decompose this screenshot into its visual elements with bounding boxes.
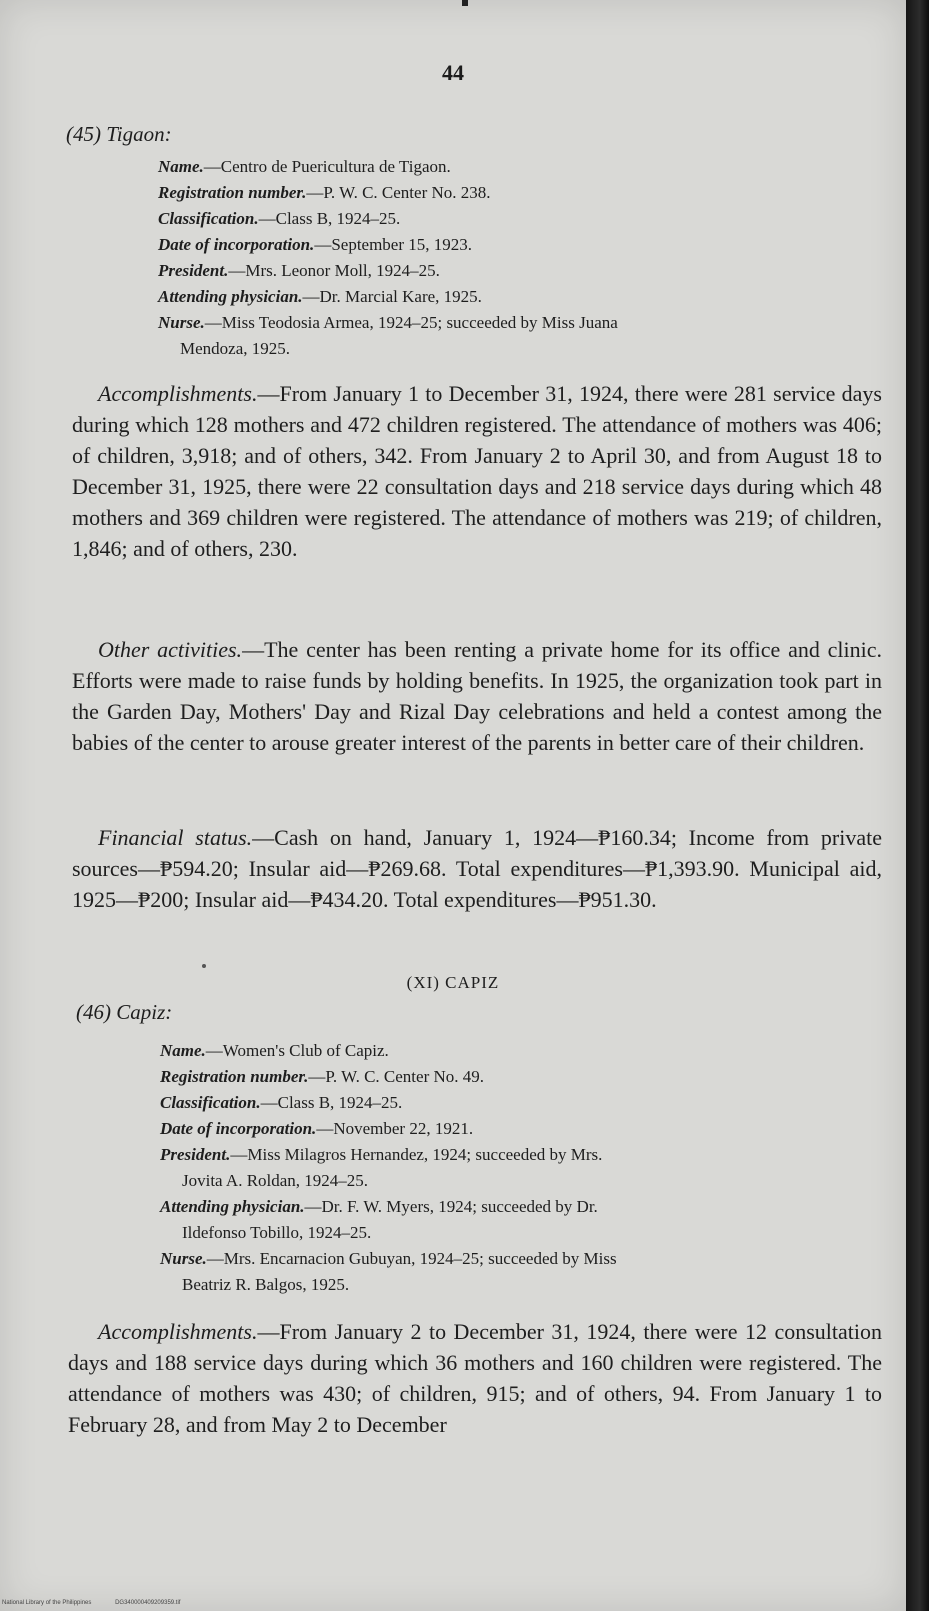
field-president: President.—Mrs. Leonor Moll, 1924–25. bbox=[158, 261, 440, 280]
page-number: 44 bbox=[442, 60, 464, 85]
scan-mark bbox=[462, 0, 468, 6]
field-registration: Registration number.—P. W. C. Center No. 49. bbox=[160, 1067, 485, 1086]
field-incorporation: Date of incorporation.—November 22, 1921. bbox=[160, 1119, 474, 1138]
entry-45-accomplishments: Accomplishments.—From January 1 to December 31, 1924, there were 281 service days during which 128 mothers and 472 children registered. The attendance of mothers was 406; of children, 3,918; and of others, 342. From January 2 to April 30, and from August 18 to December 31, 1925, there were 22 consultation days and 218 service days during which 48 mothers and 369 children were registered. The attendance of mothers was 219; of children, 1,846; and of others, 230. bbox=[72, 381, 882, 561]
field-classification: Classification.—Class B, 1924–25. bbox=[158, 209, 401, 228]
field-nurse: Nurse.—Mrs. Encarnacion Gubuyan, 1924–25; succeeded by Miss Beatriz R. Balgos, 1925. bbox=[160, 1249, 617, 1294]
entry-45-financial-status: Financial status.—Cash on hand, January 1, 1924—₱160.34; Income from private sources—₱594.20; Insular aid—₱269.68. Total expenditures—₱1,393.90. Municipal aid, 1925—₱200; Insular aid—₱434.20. Total expenditures—₱951.30. bbox=[72, 825, 882, 912]
entry-45-fields bbox=[158, 154, 898, 362]
entry-45-number: (45) bbox=[66, 122, 101, 146]
section-heading: (XI) CAPIZ bbox=[406, 973, 500, 992]
entry-46-fields bbox=[160, 1038, 890, 1298]
entry-46-number: (46) bbox=[76, 1000, 111, 1024]
field-classification: Classification.—Class B, 1924–25. bbox=[160, 1093, 403, 1112]
field-president: President.—Miss Milagros Hernandez, 1924; succeeded by Mrs. Jovita A. Roldan, 1924–25. bbox=[160, 1145, 603, 1190]
speck bbox=[202, 964, 206, 968]
field-physician: Attending physician.—Dr. F. W. Myers, 1924; succeeded by Dr. Ildefonso Tobillo, 1924–25. bbox=[160, 1197, 598, 1242]
field-incorporation: Date of incorporation.—September 15, 1923. bbox=[158, 235, 473, 254]
scan-footer bbox=[2, 1600, 202, 1606]
entry-45-other-activities: Other activities.—The center has been renting a private home for its office and clinic. Efforts were made to raise funds by holding benefits. In 1925, the organization took part in the Garden Day, Mothers' Day and Rizal Day celebrations and held a contest among the babies of the center to arouse greater interest of the parents in better care of their children. bbox=[72, 637, 883, 755]
field-physician: Attending physician.—Dr. Marcial Kare, 1925. bbox=[158, 287, 482, 306]
entry-46-place: Capiz: bbox=[116, 1000, 173, 1024]
field-name: Name.—Centro de Puericultura de Tigaon. bbox=[158, 157, 451, 176]
page-binding-edge bbox=[906, 0, 929, 1611]
field-registration: Registration number.—P. W. C. Center No. 238. bbox=[158, 183, 491, 202]
footer-library: National Library of the Philippines bbox=[2, 1600, 92, 1606]
footer-file-id: DG340000409209359.tif bbox=[115, 1600, 181, 1606]
field-nurse: Nurse.—Miss Teodosia Armea, 1924–25; succeeded by Miss Juana Mendoza, 1925. bbox=[158, 313, 618, 358]
entry-45-heading bbox=[66, 122, 172, 147]
entry-45-place: Tigaon: bbox=[106, 122, 172, 146]
entry-46-accomplishments: Accomplishments.—From January 2 to December 31, 1924, there were 12 consultation days and 188 service days during which 36 mothers and 160 children were registered. The attendance of mothers was 430; of children, 915; and of others, 94. From January 1 to February 28, and from May 2 to December bbox=[68, 1319, 882, 1437]
entry-46-heading bbox=[76, 1000, 172, 1025]
field-name: Name.—Women's Club of Capiz. bbox=[160, 1041, 389, 1060]
